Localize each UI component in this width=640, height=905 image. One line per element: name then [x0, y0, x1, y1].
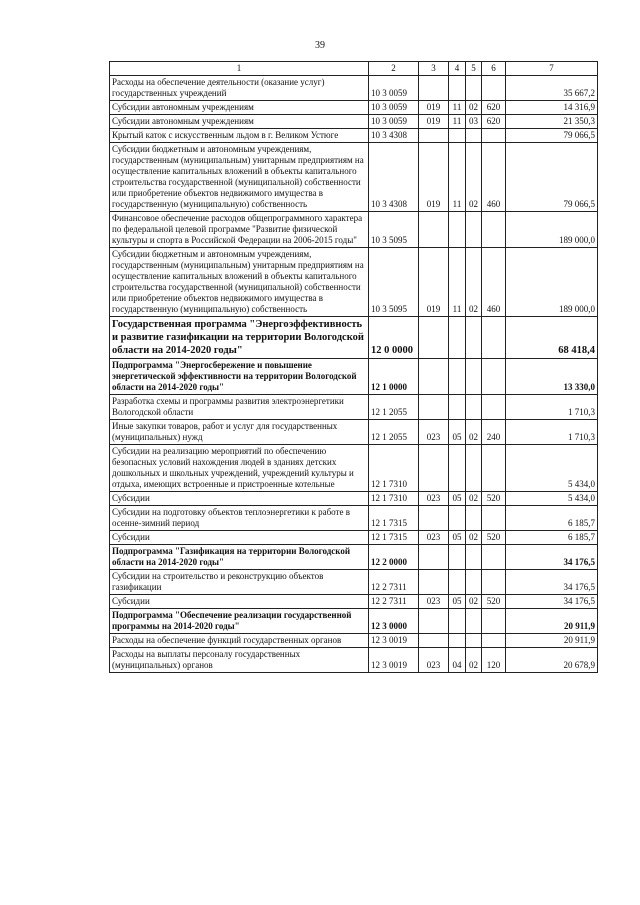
row-col4 [449, 212, 466, 248]
row-name: Разработка схемы и программы развития электроэнергетики Вологодской области [110, 395, 369, 420]
row-amount: 20 911,9 [506, 634, 598, 648]
row-amount: 14 316,9 [506, 101, 598, 115]
row-col4 [449, 634, 466, 648]
row-code: 12 2 7311 [369, 595, 419, 609]
row-col3 [419, 634, 449, 648]
row-col5 [466, 359, 482, 395]
table-row [110, 492, 598, 506]
row-code: 12 3 0019 [369, 648, 419, 673]
row-amount: 34 176,5 [506, 595, 598, 609]
row-col6 [482, 609, 506, 634]
row-col5: 02 [466, 101, 482, 115]
row-col4: 11 [449, 101, 466, 115]
row-code: 12 0 0000 [369, 317, 419, 359]
row-amount: 1 710,3 [506, 395, 598, 420]
row-name: Субсидии [110, 531, 369, 545]
row-col3 [419, 395, 449, 420]
row-col6: 460 [482, 143, 506, 212]
row-col4 [449, 445, 466, 492]
row-col4 [449, 506, 466, 531]
row-col6: 240 [482, 420, 506, 445]
row-code: 12 1 7315 [369, 506, 419, 531]
row-amount: 5 434,0 [506, 445, 598, 492]
table-row [110, 506, 598, 531]
row-amount: 189 000,0 [506, 212, 598, 248]
row-col3 [419, 445, 449, 492]
row-col4: 05 [449, 595, 466, 609]
table-row [110, 445, 598, 492]
row-col5 [466, 212, 482, 248]
row-name: Расходы на выплаты персоналу государственных (муниципальных) органов [110, 648, 369, 673]
row-code: 12 1 7310 [369, 492, 419, 506]
row-name: Субсидии на строительство и реконструкцию объектов газификации [110, 570, 369, 595]
row-col3 [419, 317, 449, 359]
table-row [110, 101, 598, 115]
row-name: Иные закупки товаров, работ и услуг для государственных (муниципальных) нужд [110, 420, 369, 445]
column-header-5: 5 [466, 62, 482, 76]
row-col4 [449, 129, 466, 143]
row-col6 [482, 445, 506, 492]
row-amount: 5 434,0 [506, 492, 598, 506]
table-row [110, 76, 598, 101]
row-code: 10 3 4308 [369, 143, 419, 212]
row-col6: 620 [482, 115, 506, 129]
row-name: Субсидии бюджетным и автономным учреждениям, государственным (муниципальным) унитарным предприятиям на осуществление капитальных вложений в объекты капитального строительства государственной (муниципальной) собственности или приобретение объектов недвижимого имущества в государственную (муниципальную) собственность [110, 248, 369, 317]
table-row [110, 212, 598, 248]
row-col6 [482, 570, 506, 595]
row-col4: 11 [449, 143, 466, 212]
row-name: Подпрограмма "Газификация на территории Вологодской области на 2014-2020 годы" [110, 545, 369, 570]
table-row [110, 359, 598, 395]
row-col6 [482, 634, 506, 648]
row-name: Субсидии на подготовку объектов теплоэнергетики к работе в осенне-зимний период [110, 506, 369, 531]
row-name: Субсидии [110, 492, 369, 506]
row-col4: 04 [449, 648, 466, 673]
row-col5 [466, 634, 482, 648]
row-amount: 20 911,9 [506, 609, 598, 634]
row-code: 12 1 7315 [369, 531, 419, 545]
row-name: Субсидии бюджетным и автономным учреждениям, государственным (муниципальным) унитарным предприятиям на осуществление капитальных вложений в объекты капитального строительства государственной (муниципальной) собственности или приобретение объектов недвижимого имущества в государственную (муниципальную) собственность [110, 143, 369, 212]
row-col4: 11 [449, 248, 466, 317]
row-col6 [482, 212, 506, 248]
row-col3 [419, 359, 449, 395]
row-col4 [449, 76, 466, 101]
table-row [110, 317, 598, 359]
row-col3 [419, 609, 449, 634]
row-code: 10 3 4308 [369, 129, 419, 143]
row-name: Субсидии на реализацию мероприятий по обеспечению безопасных условий нахождения людей в зданиях детских дошкольных и школьных учреждений, учреждений культуры и отдыха, имеющих встроенные и пристроенные котельные [110, 445, 369, 492]
table-row [110, 545, 598, 570]
row-col3: 023 [419, 595, 449, 609]
row-code: 12 1 0000 [369, 359, 419, 395]
row-code: 10 3 0059 [369, 115, 419, 129]
row-col6: 520 [482, 492, 506, 506]
row-col6: 460 [482, 248, 506, 317]
row-code: 10 3 5095 [369, 248, 419, 317]
column-header-4: 4 [449, 62, 466, 76]
row-col5 [466, 395, 482, 420]
row-amount: 21 350,3 [506, 115, 598, 129]
row-col3: 019 [419, 115, 449, 129]
row-code: 10 3 0059 [369, 101, 419, 115]
row-col3 [419, 545, 449, 570]
row-col5 [466, 570, 482, 595]
row-col4 [449, 545, 466, 570]
row-amount: 13 330,0 [506, 359, 598, 395]
row-col4: 11 [449, 115, 466, 129]
row-code: 12 3 0019 [369, 634, 419, 648]
table-row [110, 420, 598, 445]
row-col6 [482, 129, 506, 143]
table-row [110, 570, 598, 595]
row-col6: 520 [482, 595, 506, 609]
row-col5 [466, 445, 482, 492]
row-amount: 68 418,4 [506, 317, 598, 359]
row-name: Расходы на обеспечение функций государственных органов [110, 634, 369, 648]
table-row [110, 595, 598, 609]
row-code: 10 3 5095 [369, 212, 419, 248]
row-code: 12 1 2055 [369, 420, 419, 445]
row-col4: 05 [449, 492, 466, 506]
table-row [110, 609, 598, 634]
column-header-2: 2 [369, 62, 419, 76]
row-code: 10 3 0059 [369, 76, 419, 101]
table-row [110, 531, 598, 545]
row-col5 [466, 609, 482, 634]
row-amount: 79 066,5 [506, 143, 598, 212]
row-code: 12 2 0000 [369, 545, 419, 570]
row-code: 12 1 2055 [369, 395, 419, 420]
table-row [110, 648, 598, 673]
row-name: Расходы на обеспечение деятельности (оказание услуг) государственных учреждений [110, 76, 369, 101]
row-col6 [482, 76, 506, 101]
row-amount: 34 176,5 [506, 570, 598, 595]
row-col3 [419, 76, 449, 101]
column-header-6: 6 [482, 62, 506, 76]
row-name: Субсидии автономным учреждениям [110, 101, 369, 115]
row-col3: 023 [419, 648, 449, 673]
row-col5 [466, 506, 482, 531]
column-header-7: 7 [506, 62, 598, 76]
column-header-1: 1 [110, 62, 369, 76]
row-col5: 02 [466, 648, 482, 673]
row-col5 [466, 545, 482, 570]
row-code: 12 2 7311 [369, 570, 419, 595]
row-col3: 023 [419, 420, 449, 445]
column-header-3: 3 [419, 62, 449, 76]
row-col4 [449, 570, 466, 595]
row-col6: 120 [482, 648, 506, 673]
row-col6 [482, 317, 506, 359]
row-col6: 620 [482, 101, 506, 115]
row-amount: 189 000,0 [506, 248, 598, 317]
row-col5: 02 [466, 595, 482, 609]
table-row [110, 248, 598, 317]
row-col5: 02 [466, 531, 482, 545]
row-col5 [466, 76, 482, 101]
row-amount: 34 176,5 [506, 545, 598, 570]
table-row [110, 129, 598, 143]
row-col3: 019 [419, 143, 449, 212]
row-name: Субсидии автономным учреждениям [110, 115, 369, 129]
row-col3 [419, 212, 449, 248]
row-col3: 019 [419, 101, 449, 115]
row-name: Подпрограмма "Обеспечение реализации государственной программы на 2014-2020 годы" [110, 609, 369, 634]
row-col5 [466, 129, 482, 143]
row-amount: 6 185,7 [506, 531, 598, 545]
row-col3 [419, 506, 449, 531]
row-col5 [466, 317, 482, 359]
row-col4 [449, 317, 466, 359]
row-col5: 02 [466, 420, 482, 445]
row-col3: 023 [419, 531, 449, 545]
row-name: Подпрограмма "Энергосбережение и повышение энергетической эффективности на территории Вологодской области на 2014-2020 годы" [110, 359, 369, 395]
row-col6 [482, 545, 506, 570]
row-amount: 1 710,3 [506, 420, 598, 445]
row-col3 [419, 570, 449, 595]
row-col4 [449, 359, 466, 395]
row-col5: 02 [466, 248, 482, 317]
budget-table [109, 61, 598, 673]
row-amount: 79 066,5 [506, 129, 598, 143]
row-col4: 05 [449, 420, 466, 445]
header-row [110, 62, 598, 76]
row-col6: 520 [482, 531, 506, 545]
row-col3: 019 [419, 248, 449, 317]
row-col3 [419, 129, 449, 143]
row-code: 12 3 0000 [369, 609, 419, 634]
row-amount: 6 185,7 [506, 506, 598, 531]
row-name: Государственная программа "Энергоэффективность и развитие газификации на территории Вологодской области на 2014-2020 годы" [110, 317, 369, 359]
table-row [110, 634, 598, 648]
table-row [110, 395, 598, 420]
row-col6 [482, 506, 506, 531]
row-name: Крытый каток с искусственным льдом в г. Великом Устюге [110, 129, 369, 143]
budget-table-body [110, 62, 598, 673]
row-col6 [482, 359, 506, 395]
row-col4 [449, 395, 466, 420]
row-col6 [482, 395, 506, 420]
row-name: Финансовое обеспечение расходов общепрограммного характера по федеральной целевой программе "Развитие физической культуры и спорта в Российской Федерации на 2006-2015 годы" [110, 212, 369, 248]
row-amount: 35 667,2 [506, 76, 598, 101]
row-col5: 03 [466, 115, 482, 129]
row-col4 [449, 609, 466, 634]
table-row [110, 143, 598, 212]
row-col5: 02 [466, 492, 482, 506]
row-col5: 02 [466, 143, 482, 212]
row-code: 12 1 7310 [369, 445, 419, 492]
row-name: Субсидии [110, 595, 369, 609]
page-number: 39 [315, 40, 325, 51]
row-col4: 05 [449, 531, 466, 545]
table-row [110, 115, 598, 129]
row-amount: 20 678,9 [506, 648, 598, 673]
row-col3: 023 [419, 492, 449, 506]
